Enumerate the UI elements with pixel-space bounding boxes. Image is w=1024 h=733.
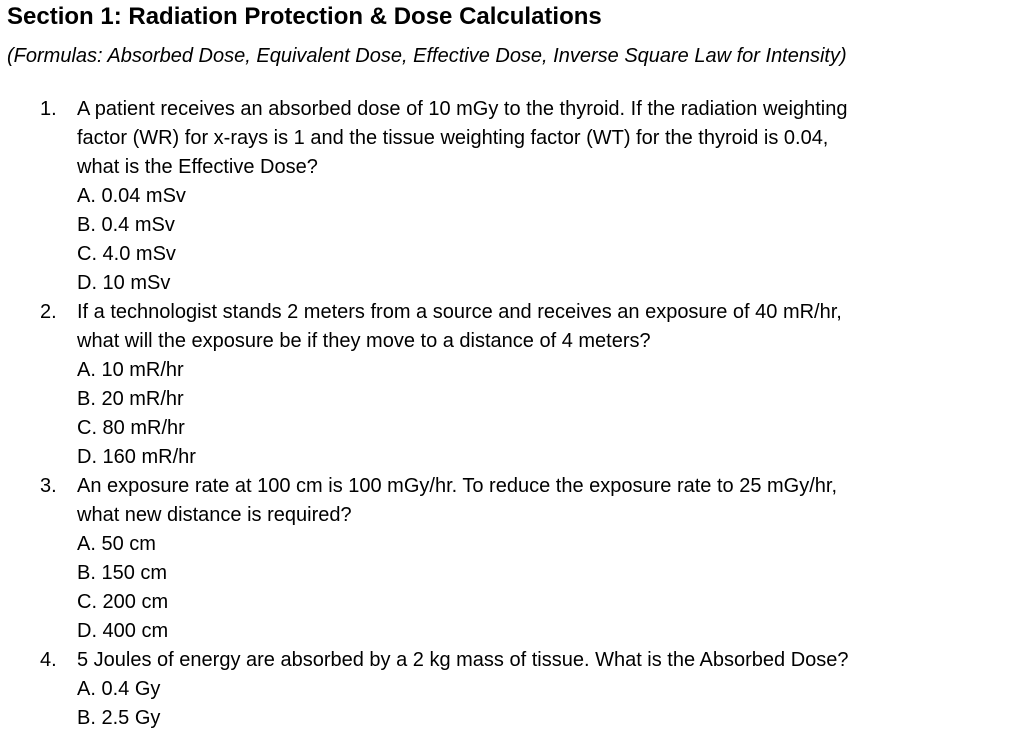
answer-option-b: B. 0.4 mSv (77, 214, 175, 236)
question-body (77, 472, 957, 646)
answer-option-a: A. 10 mR/hr (77, 359, 184, 381)
answer-option-c: C. 200 cm (77, 591, 169, 613)
question-text (77, 646, 957, 675)
question-text (77, 472, 957, 530)
question-number: 1. (40, 98, 57, 120)
question-text-line: If a technologist stands 2 meters from a source and receives an exposure of 40 mR/hr, (77, 301, 842, 323)
question-number: 3. (40, 475, 57, 497)
question-number: 4. (40, 649, 57, 671)
question-body (77, 298, 957, 472)
answer-option-d: D. 10 mSv (77, 272, 171, 294)
answer-option-d: D. 160 mR/hr (77, 446, 196, 468)
question-text-line: what is the Effective Dose? (77, 156, 318, 178)
answer-option-a: A. 0.04 mSv (77, 185, 186, 207)
question-text-line: 5 Joules of energy are absorbed by a 2 kg mass of tissue. What is the Absorbed Dose? (77, 649, 849, 671)
question-body (77, 95, 957, 298)
question-2 (0, 298, 1000, 472)
answer-option-b: B. 150 cm (77, 562, 168, 584)
question-text-line: factor (WR) for x-rays is 1 and the tissue weighting factor (WT) for the thyroid is 0.04, (77, 127, 829, 149)
answer-option-c: C. 80 mR/hr (77, 417, 185, 439)
question-list (0, 95, 1000, 733)
question-text (77, 95, 957, 182)
question-text-line: A patient receives an absorbed dose of 10 mGy to the thyroid. If the radiation weighting (77, 98, 848, 120)
answer-option-b: B. 20 mR/hr (77, 388, 184, 410)
answer-options (77, 356, 957, 472)
question-1 (0, 95, 1000, 298)
answer-options (77, 675, 957, 733)
question-text-line: An exposure rate at 100 cm is 100 mGy/hr. To reduce the exposure rate to 25 mGy/hr, (77, 475, 838, 497)
answer-options (77, 182, 957, 298)
section-title: Section 1: Radiation Protection & Dose Calculations (7, 3, 602, 30)
answer-option-a: A. 50 cm (77, 533, 156, 555)
answer-option-d: D. 400 cm (77, 620, 169, 642)
answer-option-a: A. 0.4 Gy (77, 678, 161, 700)
answer-option-c: C. 4.0 mSv (77, 243, 176, 265)
formula-note: (Formulas: Absorbed Dose, Equivalent Dose, Effective Dose, Inverse Square Law for Intensity) (7, 45, 847, 67)
question-text-line: what will the exposure be if they move to a distance of 4 meters? (77, 330, 651, 352)
question-text-line: what new distance is required? (77, 504, 352, 526)
question-body (77, 646, 957, 733)
question-text (77, 298, 957, 356)
question-3 (0, 472, 1000, 646)
answer-option-b: B. 2.5 Gy (77, 707, 161, 729)
question-number: 2. (40, 301, 57, 323)
question-4 (0, 646, 1000, 733)
answer-options (77, 530, 957, 646)
